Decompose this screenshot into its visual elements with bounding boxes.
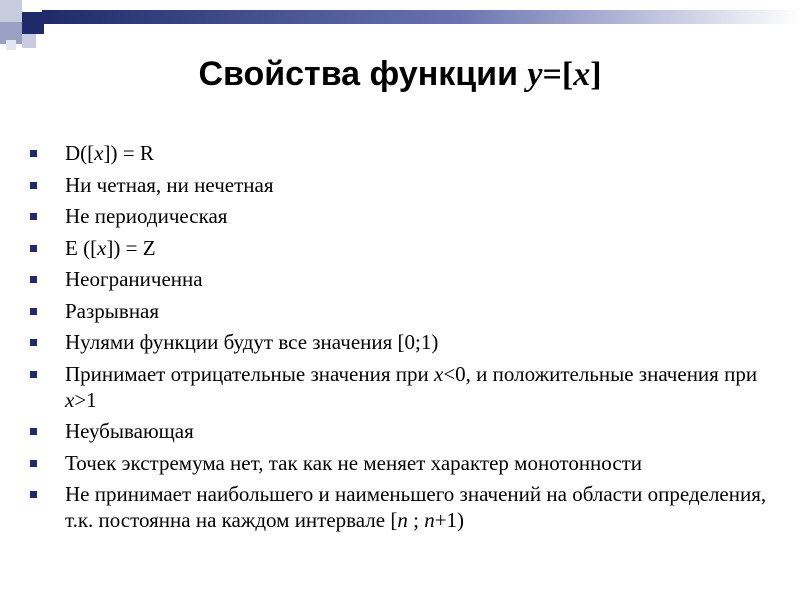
title-fn: y: [527, 56, 543, 93]
deco-square-4: [22, 34, 36, 48]
bullet-square-icon: [30, 182, 37, 189]
deco-square-5: [6, 40, 16, 50]
list-item: Не периодическая: [30, 203, 770, 229]
bullet-square-icon: [30, 460, 37, 467]
list-item: Разрывная: [30, 298, 770, 324]
list-item: Неограниченна: [30, 266, 770, 292]
bullet-square-icon: [30, 213, 37, 220]
list-item: Неубывающая: [30, 418, 770, 444]
title-end: ]: [590, 56, 602, 93]
list-item: Точек экстремума нет, так как не меняет характер монотонности: [30, 450, 770, 476]
deco-square-2: [22, 12, 44, 34]
header-decoration: [0, 0, 800, 50]
list-item: Нулями функции будут все значения [0;1): [30, 329, 770, 355]
list-item: E ([x]) = Z: [30, 235, 770, 261]
list-item: D([x]) = R: [30, 140, 770, 166]
bullet-square-icon: [30, 371, 37, 378]
list-item: Не принимает наибольшего и наименьшего значений на области определения, т.к. постоянна на каждом интервале [n ; n+1): [30, 481, 770, 533]
header-bar: [42, 10, 800, 24]
title-prefix: Свойства функции: [198, 55, 528, 93]
bullet-square-icon: [30, 339, 37, 346]
bullet-square-icon: [30, 491, 37, 498]
bullet-square-icon: [30, 428, 37, 435]
property-list: [30, 140, 770, 539]
deco-square-1: [0, 0, 22, 22]
bullet-square-icon: [30, 276, 37, 283]
slide-title: [0, 52, 800, 97]
bullet-square-icon: [30, 308, 37, 315]
bullet-square-icon: [30, 245, 37, 252]
bullet-square-icon: [30, 150, 37, 157]
title-var: x: [573, 56, 591, 93]
title-suffix: =[: [542, 56, 574, 93]
list-item: Принимает отрицательные значения при x<0, и положительные значения при x>1: [30, 361, 770, 413]
list-item: Ни четная, ни нечетная: [30, 172, 770, 198]
